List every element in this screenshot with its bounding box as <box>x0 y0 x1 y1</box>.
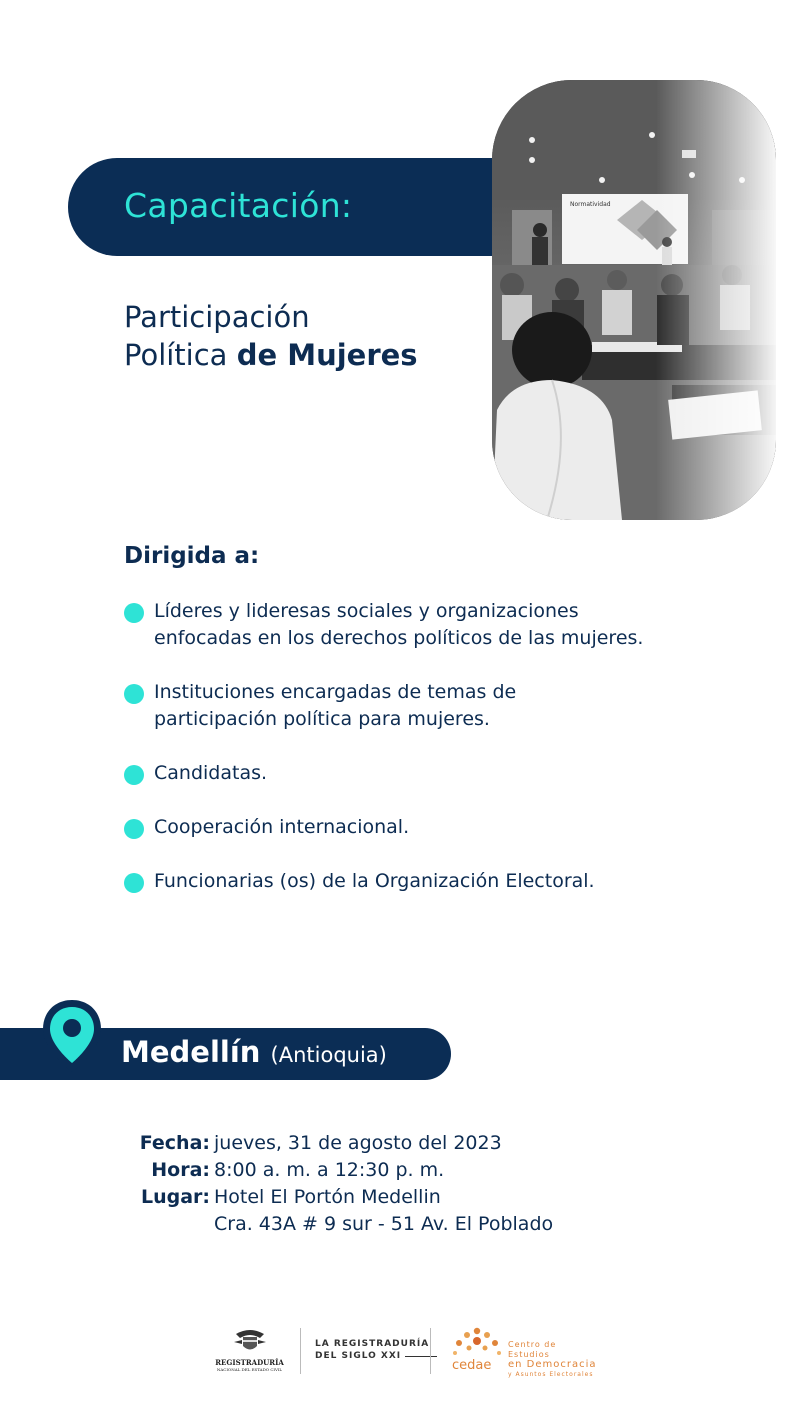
date-value: jueves, 31 de agosto del 2023 <box>214 1132 502 1154</box>
event-subtitle <box>124 298 418 374</box>
list-item <box>124 598 644 652</box>
registraduria-name: REGISTRADURÍA <box>215 1358 284 1367</box>
time-row <box>124 1157 614 1184</box>
region-name: (Antioquia) <box>270 1043 387 1067</box>
place-value-2: Cra. 43A # 9 sur - 51 Av. El Poblado <box>214 1213 554 1235</box>
footer-logos <box>200 1322 600 1382</box>
pill-title-text: Capacitación: <box>124 186 353 225</box>
siglo-line-2: DEL SIGLO XXI <box>315 1351 402 1361</box>
location-label <box>121 1035 387 1069</box>
place-row-2 <box>124 1211 614 1238</box>
cedae-line-2: en Democracia <box>508 1359 597 1370</box>
list-item <box>124 760 644 787</box>
bullet-dot-icon <box>124 873 144 893</box>
subtitle-line-2 <box>124 336 418 374</box>
audience-heading: Dirigida a: <box>124 543 260 569</box>
list-item <box>124 814 644 841</box>
list-item-text: Candidatas. <box>154 762 268 784</box>
registraduria-sub: NACIONAL DEL ESTADO CIVIL <box>216 1367 283 1372</box>
logo-divider <box>430 1328 431 1374</box>
cedae-word: cedae <box>452 1358 492 1373</box>
bullet-dot-icon <box>124 603 144 623</box>
logo-divider <box>300 1328 301 1374</box>
cedae-logo <box>450 1326 600 1376</box>
date-row <box>124 1130 614 1157</box>
bullet-dot-icon <box>124 684 144 704</box>
subtitle-bold: de Mujeres <box>236 338 418 372</box>
audience-list <box>124 598 644 895</box>
list-item-text: Funcionarias (os) de la Organización Electoral. <box>154 870 595 892</box>
city-name: Medellín <box>121 1035 261 1069</box>
list-item-text: Instituciones encargadas de temas de participación política para mujeres. <box>154 681 517 730</box>
subtitle-regular: Política <box>124 338 228 372</box>
date-label: Fecha: <box>139 1132 210 1154</box>
photo-fade <box>656 80 776 520</box>
event-photo <box>492 80 776 520</box>
cedae-text <box>508 1340 600 1380</box>
list-item-text: Líderes y lideresas sociales y organizaciones enfocadas en los derechos políticos de las mujeres. <box>154 600 644 649</box>
cedae-line-1: Centro de Estudios <box>508 1340 557 1359</box>
subtitle-line-1: Participación <box>124 300 310 334</box>
place-label: Lugar: <box>140 1186 210 1208</box>
list-item-text: Cooperación internacional. <box>154 816 410 838</box>
bullet-dot-icon <box>124 819 144 839</box>
title-pill <box>68 158 528 256</box>
event-details <box>124 1130 614 1238</box>
registraduria-logo <box>212 1328 287 1372</box>
screen-title: Normatividad <box>570 201 611 208</box>
list-item <box>124 868 644 895</box>
siglo-rule <box>405 1356 437 1357</box>
time-label: Hora: <box>151 1159 210 1181</box>
siglo-line-1: LA REGISTRADURÍA <box>315 1339 430 1349</box>
siglo-xxi-logo <box>315 1338 437 1362</box>
location-pin-icon <box>40 998 104 1074</box>
place-row <box>124 1184 614 1211</box>
place-value-1: Hotel El Portón Medellin <box>214 1186 441 1208</box>
woman-hair <box>512 312 592 388</box>
cedae-dots-icon <box>450 1326 504 1360</box>
time-value: 8:00 a. m. a 12:30 p. m. <box>214 1159 445 1181</box>
cedae-line-3: y Asuntos Electorales <box>508 1371 594 1378</box>
bullet-dot-icon <box>124 765 144 785</box>
coat-of-arms-icon <box>232 1328 268 1354</box>
list-item <box>124 679 644 733</box>
